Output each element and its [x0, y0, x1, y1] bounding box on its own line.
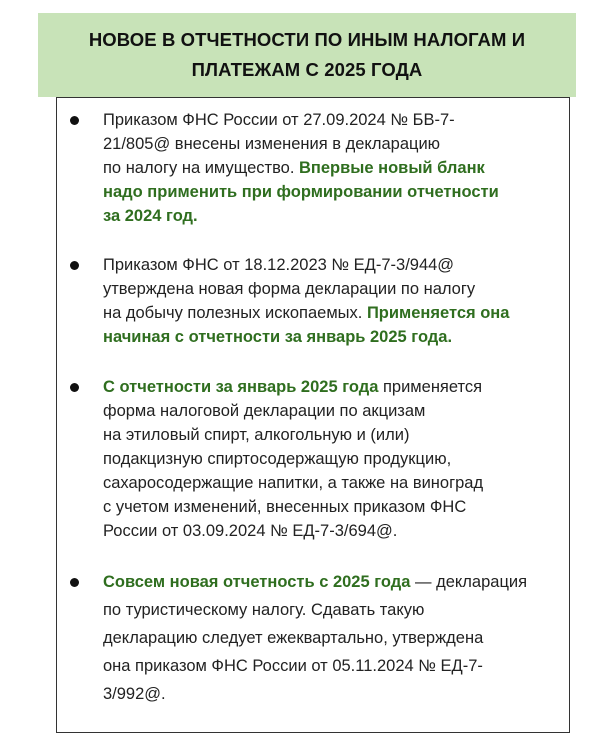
item-line: подакцизную спиртосодержащую продукцию,	[103, 450, 452, 468]
item-line: Приказом ФНС от 18.12.2023 № ЕД-7-3/944@	[103, 256, 455, 274]
page-title-line-1: НОВОЕ В ОТЧЕТНОСТИ ПО ИНЫМ НАЛОГАМ И	[88, 29, 526, 50]
item-highlight: за 2024 год.	[103, 207, 198, 225]
item-line: она приказом ФНС России от 05.11.2024 № ЕД-7-	[103, 657, 483, 675]
bullet-icon	[70, 383, 79, 392]
item-line: России от 03.09.2024 № ЕД-7-3/694@.	[103, 522, 398, 540]
item-line: на этиловый спирт, алкогольную и (или)	[103, 426, 410, 444]
bullet-icon	[70, 578, 79, 587]
item-line: на добычу полезных ископаемых.	[103, 304, 367, 322]
page-title	[82, 25, 532, 85]
list-item-text	[103, 568, 553, 708]
page-title-line-2: ПЛАТЕЖАМ С 2025 ГОДА	[191, 59, 423, 80]
item-line: сахаросодержащие напитки, а также на виноград	[103, 474, 484, 492]
item-highlight: начиная с отчетности за январь 2025 года.	[103, 328, 453, 346]
item-line: с учетом изменений, внесенных приказом ФНС	[103, 498, 467, 516]
item-line: — декларация	[410, 573, 528, 591]
item-line: 3/992@.	[103, 685, 166, 703]
content-panel	[56, 97, 570, 733]
list-item-text	[103, 108, 553, 228]
item-highlight: Впервые новый бланк	[299, 159, 485, 177]
item-highlight: надо применить при формировании отчетности	[103, 183, 499, 201]
item-line: 21/805@ внесены изменения в декларацию	[103, 135, 441, 153]
item-line: по туристическому налогу. Сдавать такую	[103, 601, 425, 619]
item-line: утверждена новая форма декларации по налогу	[103, 280, 476, 298]
item-highlight: Применяется она	[366, 304, 510, 322]
item-line: декларацию следует ежеквартально, утверждена	[103, 629, 484, 647]
list-item-text	[103, 253, 553, 349]
item-highlight: С отчетности за январь 2025 года	[103, 378, 379, 396]
header-banner	[38, 13, 576, 97]
item-line: применяется	[378, 378, 483, 396]
item-highlight: Совсем новая отчетность с 2025 года	[103, 573, 411, 591]
item-line: форма налоговой декларации по акцизам	[103, 402, 426, 420]
bullet-icon	[70, 261, 79, 270]
list-item-text	[103, 375, 553, 543]
item-line: Приказом ФНС России от 27.09.2024 № БВ-7-	[103, 111, 455, 129]
bullet-icon	[70, 116, 79, 125]
item-line: по налогу на имущество.	[103, 159, 299, 177]
